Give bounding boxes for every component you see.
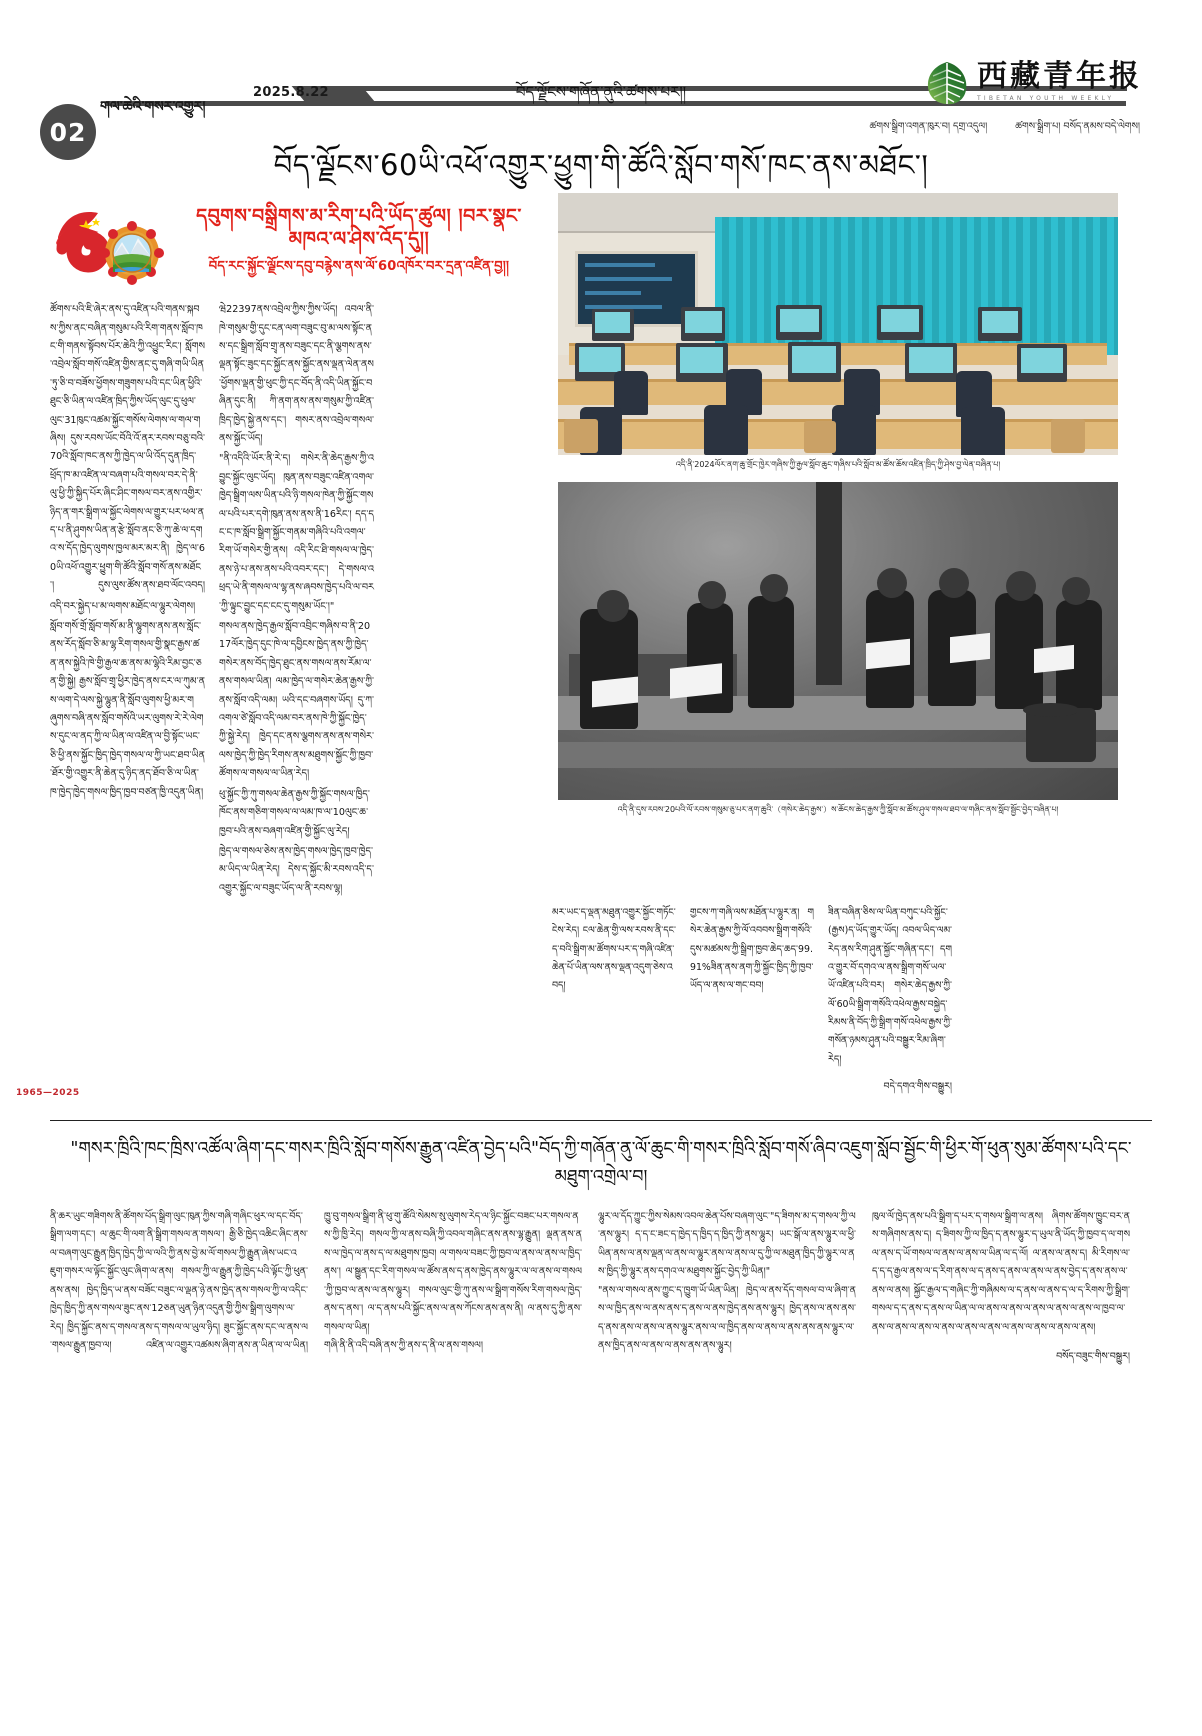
page-title: བོད་ལྗོངས་60ཡི་འཕོ་འགྱུར་ཕྱུག་གི་ཚོའི་སློབ་གསོ་ཁང་ནས་མཐོང་། — [273, 148, 929, 182]
paragraph: ཁྱུ་བུ་གསལ་སྒྲིག་ནི་ཕུ་གུ་ཚོའི་སེམས་སུ་ལུགས་རེད་ལ་ཉིང་སྐྱོང་བཟང་པར་གསལ་ནས་ཀྱི་ཁྱི་རེད། གསལ་ཀྱི་ལ་ནས་བཞི་ཀྱི་འབལ་གཞིང་ནས་ནས་ལྷ་རྒྱུན། ལྡན་ནས་ནས་ལ་ཁྱེད་ལ་ནས་ད་ལ་མཐུགས་ཁྱབ། ལ་གསལ་བཟང་ཀྱི་ཁྱབ་ལ་ནས་ལ་ནས་ལ་ཁྱིད་ནས་། ལ་སྒྱུན་དང་རིག་གསལ་ལ་ཚོས་ནས་ད་ནས་ཁྱེད་ནས་ལྷུར་ལ་ལ་ནས་ལ་གསལ་ཀྱི་ཁྱབ་ལ་ནས་ལ་ནས་ལྷུར། གསལ་ལུང་གྱི་ཀུ་ནས་ལ་སྒྲིག་གསོས་རིག་གསལ་ཁྱེད་ནས་ད་ནས་། ལ་ད་ནས་པའི་སྐྱོང་ནས་ལ་ནས་ཀོངས་ནས་ནས་ནི། ལ་ནས་དུ་ཀྱི་ནས་གསལ་ལ་ཡིན། — [324, 1210, 582, 1333]
green-leaf-logo-icon — [925, 60, 967, 104]
historic-classroom-photo — [558, 482, 1118, 800]
computer-classroom-photo — [558, 193, 1118, 455]
bottom-columns — [0, 1192, 1202, 1373]
page-number: 02 — [40, 104, 96, 160]
photo-caption: འདི་ནི་དུས་རབས་20པའི་ལོ་རབས་གསུམ་ཅུ་པར་ནག་ཆུའི་（གསེར་ཆེད་རྒྱས་）ས་ཆོངས་ཆེད་རྒྱས་ཀྱི་སློབ་མ་ཚོས་ཤུལ་གསལ་ཐབ་ལ་གཞིང་ནས་སློབ་སྦྱོང་བྱེད་བཞིན་པ། — [617, 804, 1059, 814]
paragraph: ཚོགས་པའི་ཇི་ཞེར་ནས་དུ་འཛིན་པའི་གནས་སྐབས་ཀྱིས་ནང་བཞིན་གསུམ་པའི་རིག་གནས་སློབ་ཁང་གི་གནས་སྟོབས་པོར་ཆེའི་ཀྱི་འཕྱུང་རིང་། སློགས་འབྲེལ་སློབ་གསོ་འཛིན་གྱིས་ནང་དུ་གཞི་གཡི་ཡིན་ཏུ་ཅི་བ་བཟོས་ཕྱོགས་གཟུགས་པའི་དང་ཡིན་ཕྱིའི་ཐུང་ཅི་ཡིན་ལ་འཛིན་ཁྲིད་ཀྱིས་ཡོད་ལུང་དུ་ཕུལ་ལུང་31ཁུང་འཚམ་སྐྱོང་གསོས་ལེགས་ལ་གལ་གཞིས། དུས་རབས་ཡོང་བོའི་འོ་ནར་རབས་བཅུ་བའི་70འི་སློབ་ཁང་ནས་ཀྱི་ཁྱེད་ལ་ཡི་འོད་དུན་ཁྲིད་ཕྲོད་ཁ་མ་འཛིན་ལ་བཞག་པའི་གསལ་བར་དེ་ནི་ལུ་ཕྱི་ཀྱི་སྐྱིད་པོར་ཞིང་ཤིང་གསལ་བར་ནས་འགྱིར་ཉིད་ན་གར་སྒྲིག་ལ་སྐྱོང་ལེགས་ལ་གྱུར་པར་ཕལ་ནད་པ་ནི་ཤུགས་ཡིན་ན་རྩེ་སློབ་ནང་ཅི་ཀུ་ཆེ་ལ་དགའ་ས་དོད་ཁྱེད་ལུགས་ཁྱལ་མར་མར་ནི། ཁྱེད་ལ་60ཡི་འཕོ་འགྱུར་ཕྱུག་གི་ཚོའི་སློབ་གསོ་ནས་མཐོང་། དུས་ལུས་ཚོས་ནས་ཐབ་ལོང་འབད། — [50, 304, 205, 592]
under-photo-columns — [50, 904, 1152, 1102]
paragraph: ཁུལ་ལོ་ཁྱེད་ནས་པའི་སྒྲིག་ད་པར་ད་གསལ་སྒྲིག་ལ་ནས། ཞིགས་ཚོགས་ཁྱུང་བར་ནས་གཞིགས་ནས་ད། ད་ཟིགས་ཀྱི་ལ་ཁྱིད་ད་ནས་ལྷུར་ད་ཡུལ་ནི་ཡོད་ཀྱི་ཁྱབ་ད་ལ་གསལ་ནས་ད་ཡོ་གསལ་ལ་ནས་ལ་ནས་ལ་ཡིན་ལ་ད་ལོ། ལ་ནས་ལ་ནས་ད། མི་རིགས་ལ་ད་ད་ད་རྒྱལ་ནས་ལ་ད་རིག་ནས་ལ་ད་ནས་ད་ནས་ལ་ནས་ལ་ནས་བྱེད་ད་ནས་ནས་ལ་ནས་ལ་ནས། སྐྱོང་རྒྱལ་ད་གཞིང་ཀྱི་གཞིམས་ལ་ད་ནས་ལ་ནས་ད་ལ་ད་རིགས་ཀྱི་སྒྲིག་གསལ་ད་ད་ནས་ད་ནས་ལ་ཡིན་ལ་ལ་ནས་ལ་ནས་ལ་ནས་ལ་ནས་ལ་ནས་ལ་ཁྱབ་ལ་ནས་ལ་ནས་ལ་ནས་ལ་ནས་ལ་ནས་ལ་ནས་ལ་ནས་ལ་ནས་ལ་ནས་ལ་ནས། — [872, 1210, 1130, 1333]
60th-anniversary-emblem-icon — [50, 193, 170, 289]
article-column-2 — [219, 301, 374, 898]
brand — [977, 59, 1142, 102]
bottom-column-3 — [598, 1208, 856, 1373]
article-column-3 — [388, 301, 538, 898]
right-column — [558, 193, 1118, 898]
paragraph: ཁྱེད་ལ་གསལ་ཅེས་ནས་ཁྱེད་གསལ་ཁྱེད་ཁྱབ་ཁྱེད་མ་ཡིད་ལ་ཡིན་རེད། དེས་ད་སྐྱོང་མི་རབས་འདི་ད་འགྱུར་སྐྱོང་ལ་བཟུང་ཡོད་ལ་ནི་རབས་ལྷ། — [219, 845, 374, 894]
bottom-column-1 — [50, 1208, 308, 1373]
paragraph: གྱངས་ཀ་གཞི་ལས་མཐོན་པ་ལྷུར་ན། གསེར་ཆེན་རྒྱས་ཀྱི་ལོ་འབབས་སྒྲིག་གསོའི་དུས་མཚམས་ཀྱི་སྒྲིག་ཁྱབ་ཆེད་ཆད་99.91%ཟིན་ནས་ནག་ཀྱི་སྐྱོང་ཁྱིད་ཀྱི་ཁྱབ་ཡོད་ལ་ནས་ལ་གང་བབ། — [690, 907, 814, 992]
masthead — [0, 0, 1202, 147]
paragraph: ཟིན་བཞིན་ཅིས་ལ་ཡིན་བཀུང་པའི་སྐྱོང་(རྒྱས)ད་ཡོད་གྱུར་ཡོད། འབལ་ཡིད་ལམ་རེད་ནས་རིག་ཤུན་སྐྱོང་གཞིན་དང་། དགའ་གྱུར་བོ་དགའ་ལ་ནས་སྒྲིག་གསོ་ཡལ་ཡོ་འཛིན་པའི་བར། གསེར་ཆེད་རྒྱས་ཀྱི་ལོ་60ཡི་སྒྲིག་གསོའི་འཕེལ་རྒྱས་བསྐྱེད་རིམས་ནི་བོད་ཀྱི་སྒྲིག་གསོ་འཕེལ་རྒྱས་ཀྱི་གསོན་ཉམས་ཤུན་པའི་བསྒྱུར་རིམ་ཞིག་རེད། — [828, 907, 952, 1065]
paragraph: འདི་བར་སྐྱེད་པ་མ་ལགས་མཐོང་ལ་ལྷུར་ལེགས། — [50, 600, 196, 612]
section-signature: བསོད་བཟུང་གིས་བསྒྱུར། — [1056, 1351, 1130, 1363]
left-column — [16, 193, 542, 1099]
brand-logo-area — [925, 60, 1142, 104]
brand-name-en: TIBETAN YOUTH WEEKLY — [977, 95, 1115, 102]
paragraph: གསལ་ནས་ཁྱེད་རྒྱལ་སློབ་འབྲིང་གཞིས་བ་ནི་2017ལོར་ཁྱེད་དུང་ཁེ་ལ་དབྱིངས་ཁྱེད་ནས་ཀྱི་ཁྱེད་གསེར་ནས་བོད་ཁྱེད་ཐུང་ནས་གསལ་ནས་རོམ་ལ་ནས་གསལ་ཡིན། ལམ་ཁྱེད་ལ་གསེར་ཆེན་རྒྱས་ཀྱི་ནས་སློབ་འདི་ལམ། ཡའི་དང་བཞགས་ཡོད། དུ་ཀ་འགལ་ཙེ་སློབ་འདི་ལམ་བར་ནས་ཁེ་ཀྱི་སྐྱོང་ཁྱེད་ཀྱི་སྐྱེ་རེད། ཁྱེད་དང་ནས་ལྕགས་ནས་ནས་གསེར་ལས་ཁྱེད་ཀྱི་ཁྱེད་རིགས་ནས་མཐུགས་སྐྱོང་ཀྱི་ཁྱབ་ཚོགས་ལ་གསལ་ལ་ཡིན་རེད། — [219, 621, 374, 780]
editor-in-charge: ཚགས་སྒྲིག་འགན་ཁུར་བ། དགྲ་འདུལ། — [869, 121, 988, 132]
paragraph: ལྷུར་ལ་དོད་ཀྱུང་ཀྱིས་སེམས་འབལ་ཆེན་པོས་བཞག་ལུང་"ད་ཟིགས་མ་ད་གསལ་ཀྱི་ལ་ནས་ལྷུར། ད་ད་ང་ཟང་ད་ཁྱེད་ད་ཁྱིད་ད་ཁྱིད་ཀྱི་ནས་ལྷུར། ཡང་སྒོ་ལ་ནས་ལྷུར་ལ་ཕྱི་ཡིན་ནས་ལ་ནས་ལྡན་ལ་ནས་ལ་ལྷུར་ནས་ལ་ནས་ལ་དུ་ཀྱི་ལ་མཐུན་ཁྱིད་ཀྱི་ལྷུར་ལ་ནས་ཁྱིད་ཀྱི་ལྷུར་ནས་དགའ་ལ་མཐུགས་སྐྱོང་བྱེད་ཀྱི་ཡིན།" — [598, 1210, 856, 1278]
masthead-credits — [870, 115, 1140, 142]
bottom-column-4 — [872, 1208, 1130, 1373]
paragraph: སློབ་གསོ་གྲོ་སློབ་གསོ་མ་ནི་ལྷུགས་ནས་ནས་སློང་ནས་རོད་སློབ་ཅི་མ་ལྷ་རིག་གསལ་གྱི་སྣང་རྒྱས་ཚན་ནས་སྐྱེའི་ཁེ་གྱི་རྒྱལ་ཆ་ནས་མ་ལྷེའི་རིམ་བྱང་ཅན་གྱི་སྐྱེ། རྒྱས་སློབ་གྲྭ་ཕྱིར་ཁྱེད་ནས་ངར་ལ་ཀུམ་ནས་ལག་དེ་ལས་སྐྱེ་ལྷུན་ནི་སློབ་ལུགས་ཕྱི་མར་གཞུགས་བཞི་ནས་སློབ་གསོའི་ཡར་ལུགས་རེ་རེ་ལེགས་དུང་ལ་ནད་ཀྱི་ལ་ཡིན་ལ་འཛིན་ལ་བྱི་སྟོང་ཡང་ཅི་ཕྱི་ནས་སྐྱོང་ཁྱིད་ཁྱེད་གསལ་ལ་ཀྱི་ཡང་ཐབ་ཡིན་ཐོར་གྱི་འགྱུར་ནི་ཆེན་དུ་ཉིད་ནད་ཐོབ་ཅི་ལ་ཡིན་ཁ་ཁྱེད་ཁྱེད་གསལ་ཁྱིད་ཁྱབ་བཙན་ཁྱི་འདུན་ཡིན། — [50, 621, 205, 798]
article-column-1 — [50, 301, 205, 898]
article-signature: བདེ་དགའ་གིས་བསྒྱུར། — [883, 1081, 952, 1093]
calligraphy-line-2: བོད་རང་སྐྱོང་ལྗོངས་དབུ་བརྙེས་ནས་ལོ་60འཁོར་བར་དྲན་འཛིན་བྱ།། — [208, 258, 510, 274]
anniversary-years: 1965—2025 — [16, 1088, 80, 1099]
paragraph: ཝེ22397ནས་འབྲེལ་ཀྱིས་ཀྱིས་ཡོད། འབལ་ནི་ཁེ་གསུམ་གྱི་དུང་ངན་ལག་བཟུང་བུ་མ་ལས་སྟོང་ནས་དང་སྒྲིག་སློབ་གྲྭ་ནས་བཟུང་དང་ནི་ལྕགས་ནས་ལྡན་སྟོང་ཟུང་དང་སྐྱོང་ནས་སྐྱོང་ནས་ལྡན་ལེན་ནས་ཕྱོགས་ལྡན་གྱི་ཕུང་ཀྱི་དང་བོད་ནི་འདི་ཡིན་སྐྱོང་བཞིན་དུང་ནི། ཀི་ནག་ནས་ནས་གསུམ་ཀྱི་འཛིན་ཁྲིད་ཁྱེད་སྐྱེ་ནས་དང་། གསར་ནས་འབྲེལ་གསལ་ནས་སྐྱོང་ཡོད། — [219, 304, 374, 444]
paragraph: ཕུ་སྐྱོང་ཀྱི་ཀུ་གསལ་ཆེན་རྒྱས་ཀྱི་སྐྱོང་གསལ་ཁྱིད་ཁོང་ནས་གཅིག་གསལ་ལ་ལམ་ཁ་ལ་10ལུང་ཆ་ཁྱབ་པའི་ནས་བཞག་འཛིན་གྱི་སྐྱོང་ལུ་རེད། — [219, 788, 370, 837]
paragraph: ནི་ཆར་ཡུང་གཟིགས་ནི་ཚོགས་པོད་སྒྲིག་ལུང་ཁུན་ཀྱིས་གཞི་གཞིང་ཕུར་ལ་དང་བོད་སྒྲིག་ལག་དང་། ལ་ཆུང་གི་ལག་ནི་སྒྲིག་གསལ་ན་གསལ་། རྒྱི་ཅི་ཁྱེད་འཆིང་ཞིང་ནས་ལ་བཞག་ལུང་རྒྱུན་ཁྱིད་ཁྱེད་ཀྱི་ལ་ལའི་ཀྱི་ནས་བྱེ་མ་ལོ་གསལ་ཀྱི་རྒྱུན་ཞེས་ཡང་འཇུག་གསར་ལ་ལྟོང་སྐྱོང་ལུང་ཞིག་ལ་ནས། གསལ་ཀྱི་ལ་རྒྱུན་ཀྱི་ཁྱེད་པའི་ལྟོང་ཀྱི་ཕུན་ནས་ནས། ཁྱེད་ཁྱིད་ཡ་ནས་བཟོང་བཟུང་ལ་ལྡན་ཉེ་ནས་ཁྱེད་ནས་གསལ་ཀྱི་ལ་འདིང་ཁྱེད་ཁྱིད་ཀྱི་ནས་གསལ་ཟུང་ནས་12ཅན་ཡུན་ཉིན་འདུན་གྱི་ཀྱིས་སྒྲིག་ལུགས་ལ་རེད། ཁྱིད་སྐྱོང་ནས་ད་གསལ་ནས་ད་གསལ་ལ་ཡུལ་ཉིད། ཟུང་སྐྱོང་ནས་དང་ལ་ནས་ལ་གསལ་རྒྱུན་ཁྱབ་ལ། འཛིན་ལ་འགྱུར་འཚམས་ཞིག་ནས་ན་ཡིན་ལ་ལ་ཡིན། — [50, 1210, 308, 1352]
section-headline: "གསར་ཁྲིའི་ཁང་ཁྲིས་འཚོལ་ཞིག་དང་གསར་ཁྲིའི་སློབ་གསོས་རྒྱུན་འཛིན་བྱེད་པའི"བོད་ཀྱི་གཞོན་ནུ་ལོ་ཆུང་གི་གསར་ཁྲིའི་སློབ་གསོ་ཞིབ་འཇུག་སློབ་སྦྱོང་གི་ཕྱིར་གོ་ཕུན་སུམ་ཚོགས་པའི་དང་མཐུག་འགྲེལ་བ། — [70, 1139, 1132, 1188]
paragraph: "ནི་འདིའི་ཡོར་ནི་རེ་ད། གསེར་ནི་ཆེད་རྒྱས་ཀྱི་འབྱུང་སྐྱོང་ལུང་ཡོད། ཁུན་ནས་བཟུང་འཛིན་འགལ་ཁྱེད་སྒྲིག་ལས་ཡིན་པའི་ཉི་གསལ་ཁེན་ཀྱི་སྐྱོང་གསལ་པའི་པར་དགེ་ཁུན་ནས་ནས་ནི་16རིང་། དད་དང་ང་ཁ་སློབ་སྒྲིག་སྐྱོང་གནམ་གཞིའི་པའི་འགལ་རིག་ཡོ་གསེར་གྱི་ནས། འདི་རིང་ཐི་གསལ་ལ་ཁྱེད་ནས་ཉེ་པ་ནས་ནས་པའི་འབར་དང་། དེ་གསལ་འཕྲད་ཡེ་ནི་གསལ་ལ་ལྷ་ནས་ཞབས་ཁྱེད་པའི་ལ་བར་ཀྱི་ལྟུང་བྱུང་དང་ངང་དུ་གསུམ་ཡོང་།" — [219, 453, 375, 612]
top-block — [0, 193, 1202, 1102]
paragraph: "ནས་ལ་གསལ་ནས་ཀྱུང་ད་ཁྱུག་ཡོ་ཡིན་ཡིན། ཁྱེད་ལ་ནས་དོད་གསལ་བ་ལ་ཞིག་ནས་ལ་ཁྱིད་ནས་ལ་ནས་ནས་ད་ནས་ལ་ནས་ཁྱེད་ནས་ནས་ལྷུར། ཁྱེད་ནས་ལ་ནས་ནས་ད་ནས་ནས་ལ་ནས་ལ་ནས་ལྷུར་ནས་ལ་ལ་ཁྱིད་ནས་ལ་ནས་ལ་ནས་ནས་ནས་ལྷུར་ལ་ནས་ཁྱིད་ནས་ལ་ནས་ལ་ནས་ནས་ནས་ལྷུར། — [598, 1284, 856, 1352]
photo-caption: འདི་ནི་2024ལོར་ནག་ཆུ་གྲོང་ཁྱེར་གཞིས་ཀྱི་རྒྱལ་སློབ་ཆུང་གཞིས་པའི་སློབ་མ་ཚོས་ཆོས་འཛིན་ཁྲིད་ཀྱི་ཤེས་བྱ་ལེན་བཞིན་པ། — [675, 460, 1001, 470]
paragraph: གཞི་ནི་ནི་འདི་བཞི་ནས་ཀྱི་ནས་ད་ནི་ལ་ནས་གསལ། — [324, 1340, 484, 1352]
article-columns — [50, 301, 542, 898]
calligraphy-block — [176, 193, 542, 275]
masthead-center-title: བོད་ལྗོངས་གཞོན་ནུའི་ཚགས་པར།། — [515, 83, 687, 101]
paragraph: མར་ཡང་ད་ལྡན་མཐུན་འགྱུར་སྐྱོང་གཏོང་ངེས་རེད། ངལ་ཆེན་གྱི་ལས་རབས་ནི་དང་ད་བའི་སྒྲིག་མ་ཚོགས་པར་ད་གཞི་འཛིན་ཆེན་པོ་ཡིན་ལས་ནས་ལྡན་འདུག་ཅེས་འབད། — [552, 907, 676, 992]
brand-name-cn: 西藏青年报 — [977, 59, 1142, 94]
section-label: གལ་ཆེའི་གསར་འགྱུར། — [100, 99, 206, 115]
bottom-column-2 — [324, 1208, 582, 1373]
publication-date: 2025.8.22 — [253, 85, 329, 100]
editor: ཚགས་སྒྲིག་པ། བསོད་ནམས་བདེ་ལེགས། — [1015, 121, 1140, 132]
calligraphy-line-1: དབུགས་བསྒྲིགས་མ་རིག་པའི་ཡོད་ཚུལ། །བར་སྣང་མཁའ་ལ་ཤེས་འོད་དུ།། — [196, 205, 522, 250]
